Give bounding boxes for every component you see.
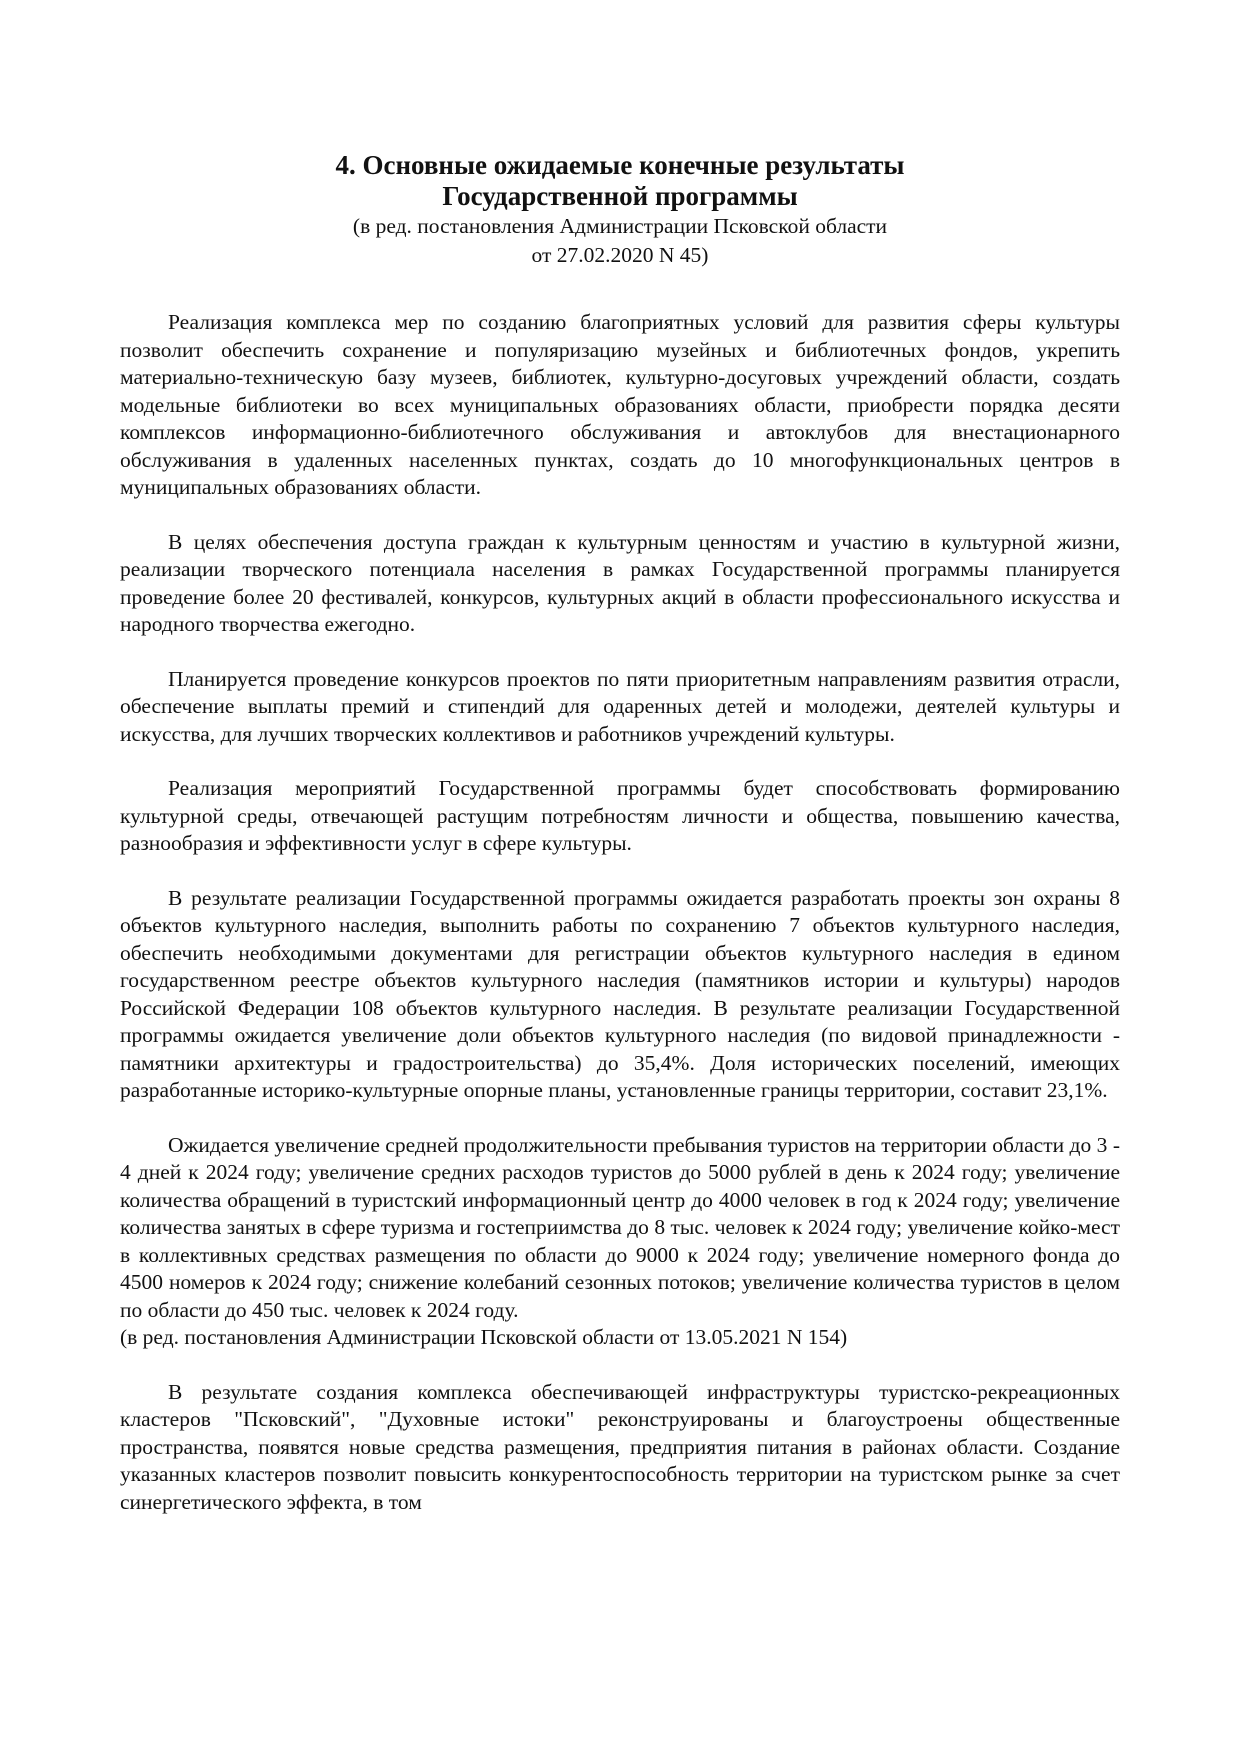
paragraph-1: Реализация комплекса мер по созданию благоприятных условий для развития сферы культуры позволит обеспечить сохранение и популяризацию музейных и библиотечных фондов, укрепить материально-техническую базу музеев, библиотек, культурно-досуговых учреждений области, создать модельные библиотеки во всех муниципальных образованиях области, приобрести порядка десяти комплексов информационно-библиотечного обслуживания и автоклубов для внестационарного обслуживания в удаленных населенных пунктах, создать до 10 многофункциональных центров в муниципальных образованиях области. [120, 310, 1120, 499]
paragraph-3: Планируется проведение конкурсов проектов по пяти приоритетным направлениям развития отрасли, обеспечение выплаты премий и стипендий для одаренных детей и молодежи, деятелей культуры и искусства, для лучших творческих коллективов и работников учреждений культуры. [120, 666, 1120, 746]
paragraph-5: В результате реализации Государственной программы ожидается разработать проекты зон охраны 8 объектов культурного наследия, выполнить работы по сохранению 7 объектов культурного наследия, обеспечить необходимыми документами для регистрации объектов культурного наследия в едином государственном реестре объектов культурного наследия (памятников истории и культуры) народов Российской Федерации 108 объектов культурного наследия. В результате реализации Государственной программы ожидается увеличение доли объектов культурного наследия (по видовой принадлежности - памятники архитектуры и градостроительства) до 35,4%. Доля исторических поселений, имеющих разработанные историко-культурные опорные планы, установленные границы территории, составит 23,1%. [120, 885, 1120, 1102]
heading-title-line-2: Государственной программы [442, 181, 798, 211]
paragraph-2: В целях обеспечения доступа граждан к культурным ценностям и участию в культурной жизни, реализации творческого потенциала населения в рамках Государственной программы планируется проведение более 20 фестивалей, конкурсов, культурных акций в области профессионального искусства и народного творчества ежегодно. [120, 529, 1120, 636]
paragraph-4: Реализация мероприятий Государственной программы будет способствовать формированию культурной среды, отвечающей растущим потребностям личности и общества, повышению качества, разнообразия и эффективности услуг в сфере культуры. [120, 776, 1120, 855]
heading-title-line-1: 4. Основные ожидаемые конечные результаты [335, 150, 905, 180]
document-body [120, 309, 1120, 1516]
paragraph-6: Ожидается увеличение средней продолжительности пребывания туристов на территории области до 3 - 4 дней к 2024 году; увеличение средних расходов туристов до 5000 рублей в день к 2024 году; увеличение количества обращений в туристский информационный центр до 4000 человек в год к 2024 году; увеличение количества занятых в сфере туризма и гостеприимства до 8 тыс. человек к 2024 году; увеличение койко-мест в коллективных средствах размещения по области до 9000 к 2024 году; увеличение номерного фонда до 4500 номеров к 2024 году; снижение колебаний сезонных потоков; увеличение количества туристов в целом по области до 450 тыс. человек к 2024 году. [120, 1132, 1120, 1322]
section-heading [120, 150, 1120, 270]
paragraph-7: В результате создания комплекса обеспечивающей инфраструктуры туристско-рекреационных кластеров "Псковский", "Духовные истоки" реконструированы и благоустроены общественные пространства, появятся новые средства размещения, предприятия питания в районах области. Создание указанных кластеров позволит повысить конкурентоспособность территории на туристском рынке за счет синергетического эффекта, в том [120, 1379, 1120, 1514]
document-page [120, 150, 1120, 1543]
amendment-note: (в ред. постановления Администрации Псковской области от 13.05.2021 N 154) [120, 1325, 848, 1349]
heading-amendment-line-1: (в ред. постановления Администрации Псковской области [352, 214, 888, 238]
heading-amendment-line-2: от 27.02.2020 N 45) [531, 243, 709, 267]
